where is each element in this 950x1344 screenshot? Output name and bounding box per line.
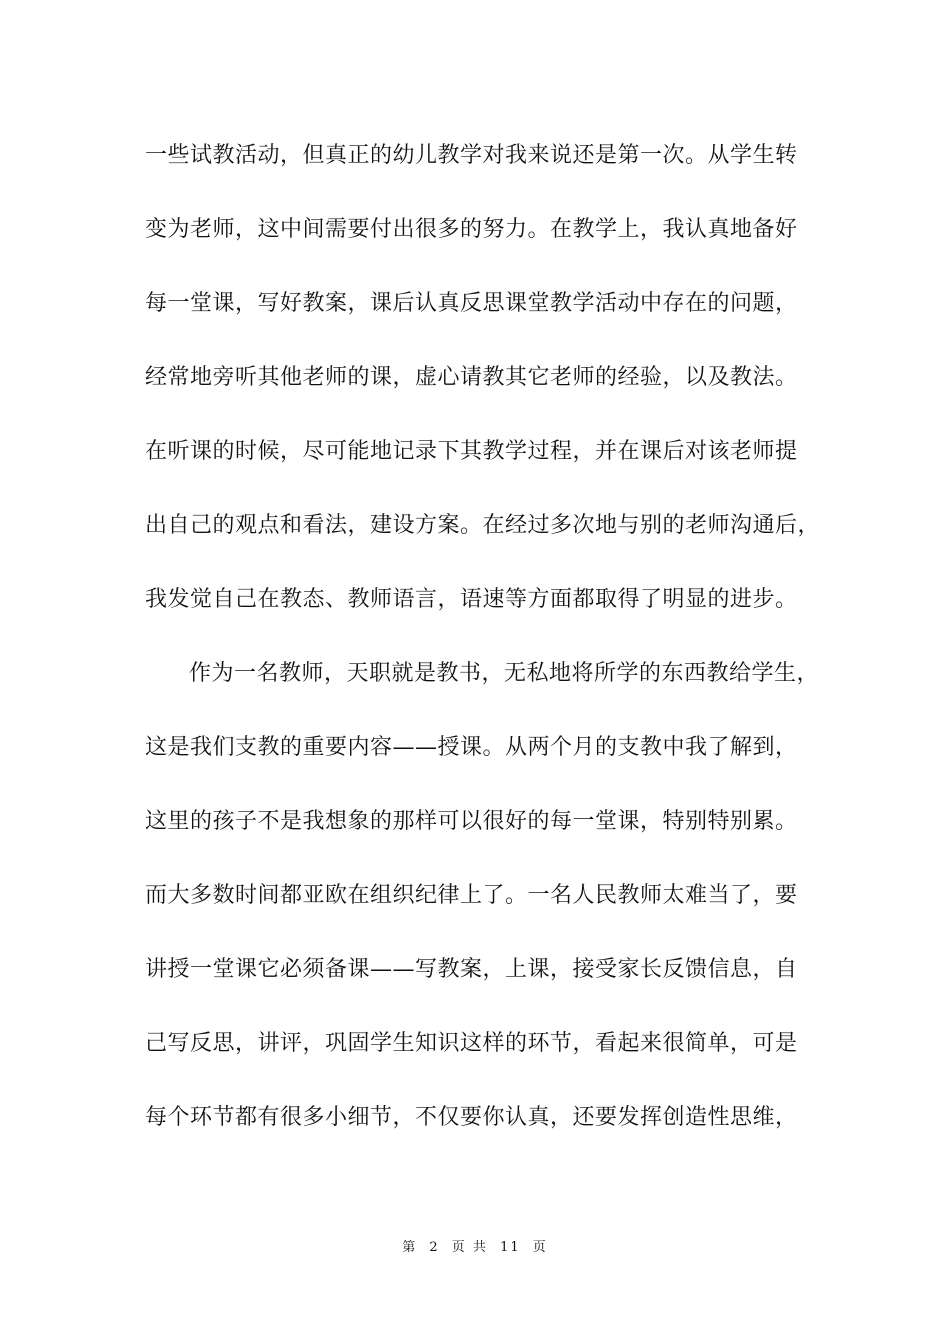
body-text bbox=[145, 136, 835, 1172]
text-line: 这是我们支教的重要内容——授课。从两个月的支教中我了解到， bbox=[145, 735, 798, 760]
text-line: 出自己的观点和看法，建设方案。在经过多次地与别的老师沟通后， bbox=[145, 513, 821, 538]
text-line: 每个环节都有很多小细节，不仅要你认真，还要发挥创造性思维， bbox=[145, 1105, 798, 1130]
text-line: 这里的孩子不是我想象的那样可以很好的每一堂课，特别特别累。 bbox=[145, 809, 798, 834]
text-line: 一些试教活动，但真正的幼儿教学对我来说还是第一次。从学生转 bbox=[145, 143, 798, 168]
text-line: 每一堂课，写好教案，课后认真反思课堂教学活动中存在的问题， bbox=[145, 291, 798, 316]
page-footer bbox=[0, 1236, 950, 1255]
page-number: 2 bbox=[429, 1240, 440, 1255]
text-line: 己写反思，讲评，巩固学生知识这样的环节，看起来很简单，可是 bbox=[145, 1031, 798, 1056]
text-line: 经常地旁听其他老师的课，虚心请教其它老师的经验，以及教法。 bbox=[145, 365, 798, 390]
paragraph-start-line: 作为一名教师，天职就是教书，无私地将所学的东西教给学生， bbox=[189, 661, 820, 686]
text-line: 讲授一堂课它必须备课——写教案，上课，接受家长反馈信息，自 bbox=[145, 957, 798, 982]
footer-prefix: 第 bbox=[402, 1240, 418, 1255]
text-line: 而大多数时间都亚欧在组织纪律上了。一名人民教师太难当了，要 bbox=[145, 883, 798, 908]
text-line: 在听课的时候，尽可能地记录下其教学过程，并在课后对该老师提 bbox=[145, 439, 798, 464]
text-line: 变为老师，这中间需要付出很多的努力。在教学上，我认真地备好 bbox=[145, 217, 798, 242]
text-line: 我发觉自己在教态、教师语言，语速等方面都取得了明显的进步。 bbox=[145, 587, 798, 612]
total-pages: 11 bbox=[500, 1240, 521, 1255]
footer-middle: 页 共 bbox=[451, 1240, 488, 1255]
footer-suffix: 页 bbox=[532, 1240, 548, 1255]
